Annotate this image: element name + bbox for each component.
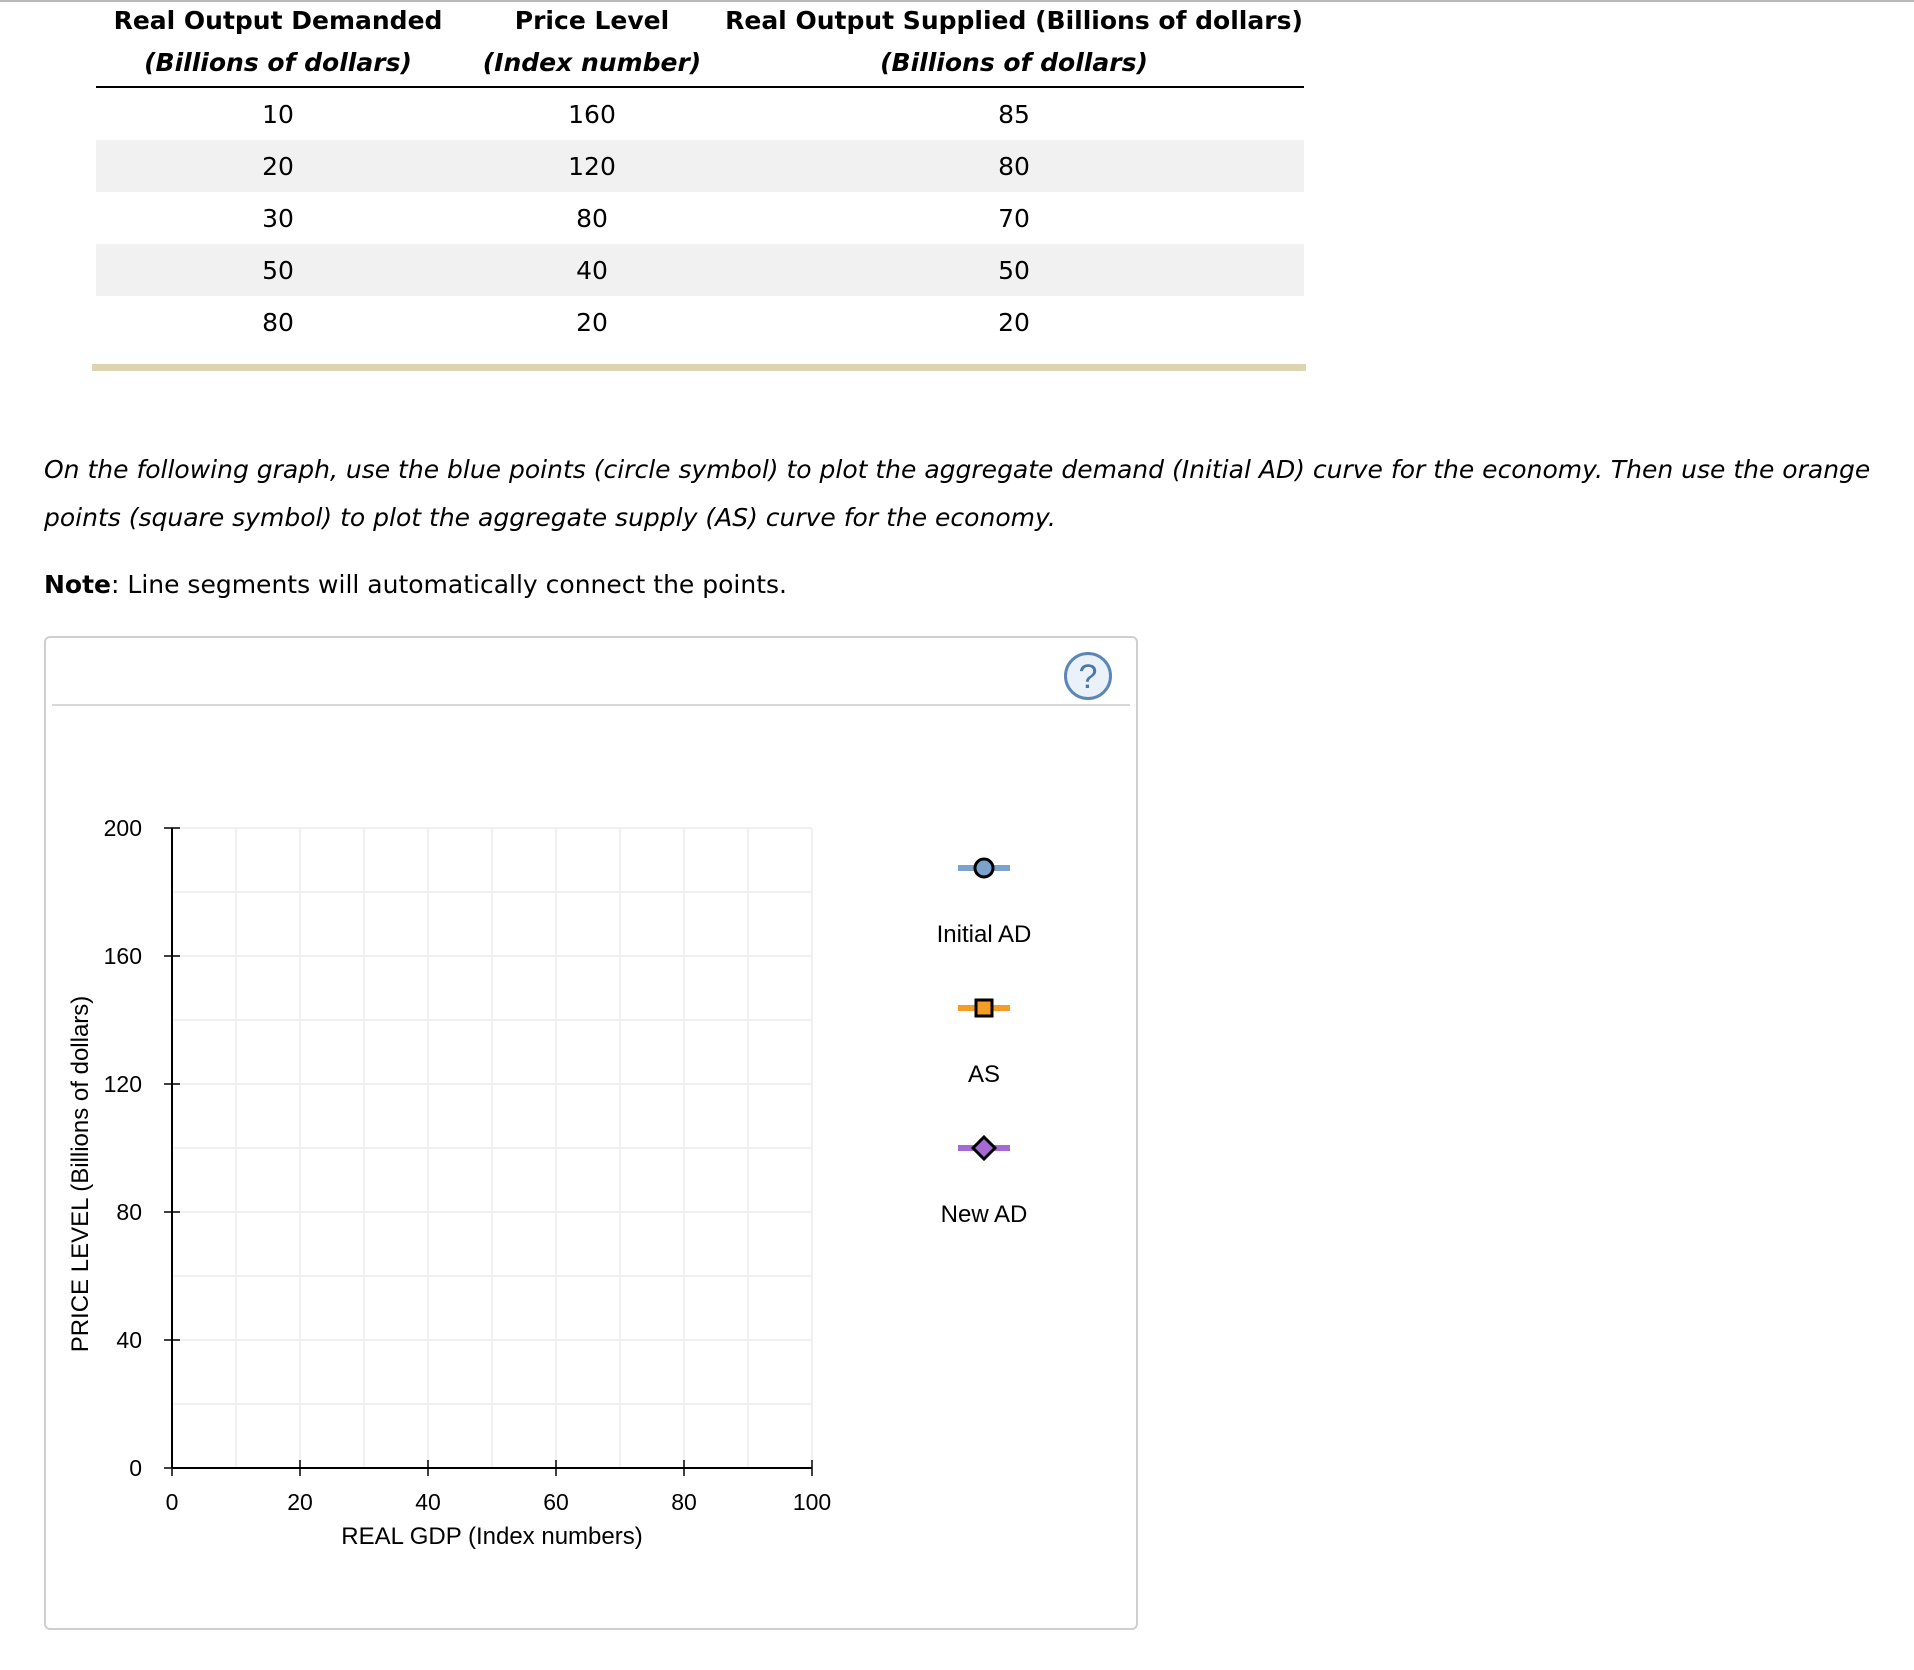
table-row <box>96 192 1304 244</box>
x-axis-title: REAL GDP (Index numbers) <box>341 1523 643 1550</box>
note-body: : Line segments will automatically connect the points. <box>111 570 787 599</box>
graph-panel <box>44 636 1138 1630</box>
legend-label: Initial AD <box>936 921 1032 948</box>
cell-demanded: 30 <box>262 204 294 233</box>
y-tick-label: 40 <box>116 1327 142 1353</box>
data-table <box>96 0 1304 348</box>
legend-item-as[interactable] <box>958 1000 1010 1088</box>
cell-supplied: 80 <box>998 152 1030 181</box>
legend-item-initial-ad[interactable] <box>937 859 1032 948</box>
x-tick-label: 60 <box>543 1489 569 1515</box>
square-marker-icon <box>976 1000 992 1016</box>
cell-demanded: 50 <box>262 256 294 285</box>
y-tick-label: 80 <box>116 1199 142 1225</box>
cell-demanded: 80 <box>262 308 294 337</box>
cell-supplied: 50 <box>998 256 1030 285</box>
help-icon[interactable]: ? <box>1064 652 1112 700</box>
cell-supplied: 20 <box>998 308 1030 337</box>
table-row <box>96 244 1304 296</box>
cell-price: 20 <box>576 308 608 337</box>
cell-price: 40 <box>576 256 608 285</box>
y-axis-title: PRICE LEVEL (Billions of dollars) <box>67 995 94 1353</box>
y-tick-label: 200 <box>103 815 142 841</box>
legend-label: AS <box>967 1061 1001 1088</box>
header-price-level: Price Level (Index number) <box>482 6 702 77</box>
header-real-output-supplied: Real Output Supplied (Billions of dollars) (Billions of dollars) <box>725 6 1303 77</box>
note-label: Note <box>44 570 112 599</box>
cell-supplied: 70 <box>998 204 1030 233</box>
x-tick-label: 80 <box>671 1489 697 1515</box>
legend-item-new-ad[interactable] <box>941 1137 1028 1228</box>
cell-demanded: 20 <box>262 152 294 181</box>
legend-label: New AD <box>940 1201 1028 1228</box>
graph-canvas[interactable] <box>46 638 1136 1628</box>
cell-price: 160 <box>568 100 616 129</box>
table-row <box>96 88 1304 140</box>
x-tick-label: 40 <box>415 1489 441 1515</box>
cell-supplied: 85 <box>998 100 1030 129</box>
diamond-marker-icon <box>973 1137 995 1159</box>
y-tick-label: 0 <box>129 1455 142 1481</box>
instructions-text: On the following graph, use the blue points (circle symbol) to plot the aggregate demand (Initial AD) curve for the economy. Then use the orange points (square symbol) to plot the aggregate supply (AS) curve for the economy. <box>44 455 1871 532</box>
cell-price: 80 <box>576 204 608 233</box>
x-tick-label: 0 <box>165 1489 179 1515</box>
x-tick-label: 100 <box>792 1489 832 1515</box>
cell-demanded: 10 <box>262 100 294 129</box>
circle-marker-icon <box>975 859 993 877</box>
header-real-output-demanded: Real Output Demanded (Billions of dollars) <box>113 6 443 77</box>
table-footer-bar <box>92 364 1306 371</box>
cell-price: 120 <box>568 152 616 181</box>
x-tick-label: 20 <box>287 1489 313 1515</box>
note-text <box>44 570 787 599</box>
table-row <box>96 140 1304 192</box>
y-tick-label: 160 <box>103 943 142 969</box>
y-tick-label: 120 <box>103 1071 142 1097</box>
table-header <box>96 0 1304 88</box>
table-row <box>96 296 1304 348</box>
